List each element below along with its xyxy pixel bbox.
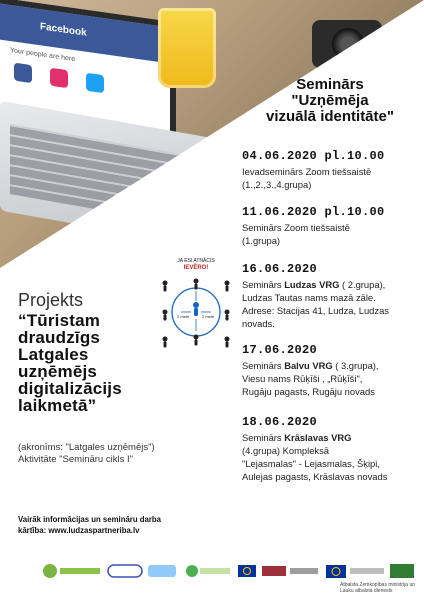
project-block: [18, 290, 228, 414]
event-line: Viesu nams Rūķīši , „Rūķīši",: [242, 373, 363, 384]
event-item: [242, 416, 420, 483]
latvia-ministry-logo: [262, 566, 318, 576]
diagram-warning: IEVĒRO!: [183, 265, 209, 271]
eu-flag-logo: [238, 565, 256, 577]
event-line: Seminārs Zoom tiešsaistē: [242, 222, 350, 233]
event-date: 17.06.2020: [242, 343, 318, 357]
juice-glass: [158, 8, 216, 88]
distance-label-left: 2 metri: [177, 314, 190, 319]
ludzas-partneriba-logo: [43, 564, 100, 578]
footer-note: Atbalsta Zemkopības ministrija un Lauku atbalsta dienests: [340, 582, 416, 594]
leader-logo-2: [390, 564, 414, 578]
event-item: [242, 206, 420, 247]
kraslavas-logo: [148, 565, 176, 577]
event-line: Ludzas Tautas nams mazā zāle.: [242, 292, 376, 303]
project-title-line: digitalizācijs: [18, 379, 122, 398]
project-title-line: laikmetā”: [18, 396, 97, 415]
project-label: Projekts: [18, 290, 84, 310]
project-title-line: draudzīgs: [18, 328, 101, 347]
balvu-logo: [108, 565, 142, 577]
leader-logo: [186, 565, 230, 577]
project-title-line: “Tūristam: [18, 311, 101, 330]
event-line: Seminārs Krāslavas VRG: [242, 432, 352, 443]
acronym-block: [18, 442, 155, 466]
event-date: 16.06.2020: [242, 262, 318, 276]
event-line: novads.: [242, 318, 275, 329]
event-line: (1.,2.,3.,4.grupa): [242, 179, 312, 190]
event-line: Seminārs Balvu VRG ( 3.grupa),: [242, 360, 379, 371]
event-line: "Lejasmalas" - Lejasmalas, Šķipi,: [242, 458, 380, 469]
activity-line: Aktivitāte "Semināru cikls I": [18, 454, 133, 465]
event-date: 18.06.2020: [242, 415, 318, 429]
eu-flag-logo-2: [326, 565, 384, 578]
info-link[interactable]: kārtība: www.ludzaspartneriba.lv: [18, 526, 140, 535]
event-item: [242, 150, 420, 191]
project-title-line: uzņēmējs: [18, 362, 98, 381]
title-line-2: "Uzņēmēja: [291, 92, 369, 109]
acronym-line: (akronīms: "Latgales uzņēmējs"): [18, 442, 155, 453]
event-line: (1.grupa): [242, 235, 281, 246]
facebook-brand: Facebook: [40, 21, 87, 39]
seminar-title: [240, 77, 420, 125]
title-line-1: Seminārs: [296, 76, 364, 93]
distance-label-right: 2 metri: [202, 314, 215, 319]
project-title-line: Latgales: [18, 345, 89, 364]
event-line: (4.grupa) Kompleksā: [242, 445, 330, 456]
event-date: 04.06.2020 pl.10.00: [242, 149, 385, 163]
facebook-tagline: Your people are here: [10, 47, 76, 64]
event-line: Aulejas pagasts, Krāslavas novads: [242, 471, 388, 482]
event-date: 11.06.2020 pl.10.00: [242, 205, 385, 219]
info-line: Vairāk informācijas un semināru darba: [18, 515, 162, 524]
event-line: Adrese: Stacijas 41, Ludza, Ludzas: [242, 305, 389, 316]
event-line: Ievadseminārs Zoom tiešsaistē: [242, 166, 372, 177]
diagram-heading: JA ESI ATNĀCIS: [177, 258, 215, 264]
event-line: Seminārs Ludzas VRG ( 2.grupa),: [242, 279, 386, 290]
event-item: [242, 263, 420, 330]
event-line: Rugāju pagasts, Rugāju novads: [242, 386, 375, 397]
info-block: [18, 514, 161, 536]
event-item: [242, 344, 420, 398]
partner-logos: [40, 562, 420, 580]
title-line-3: vizuālā identitāte": [266, 108, 394, 125]
